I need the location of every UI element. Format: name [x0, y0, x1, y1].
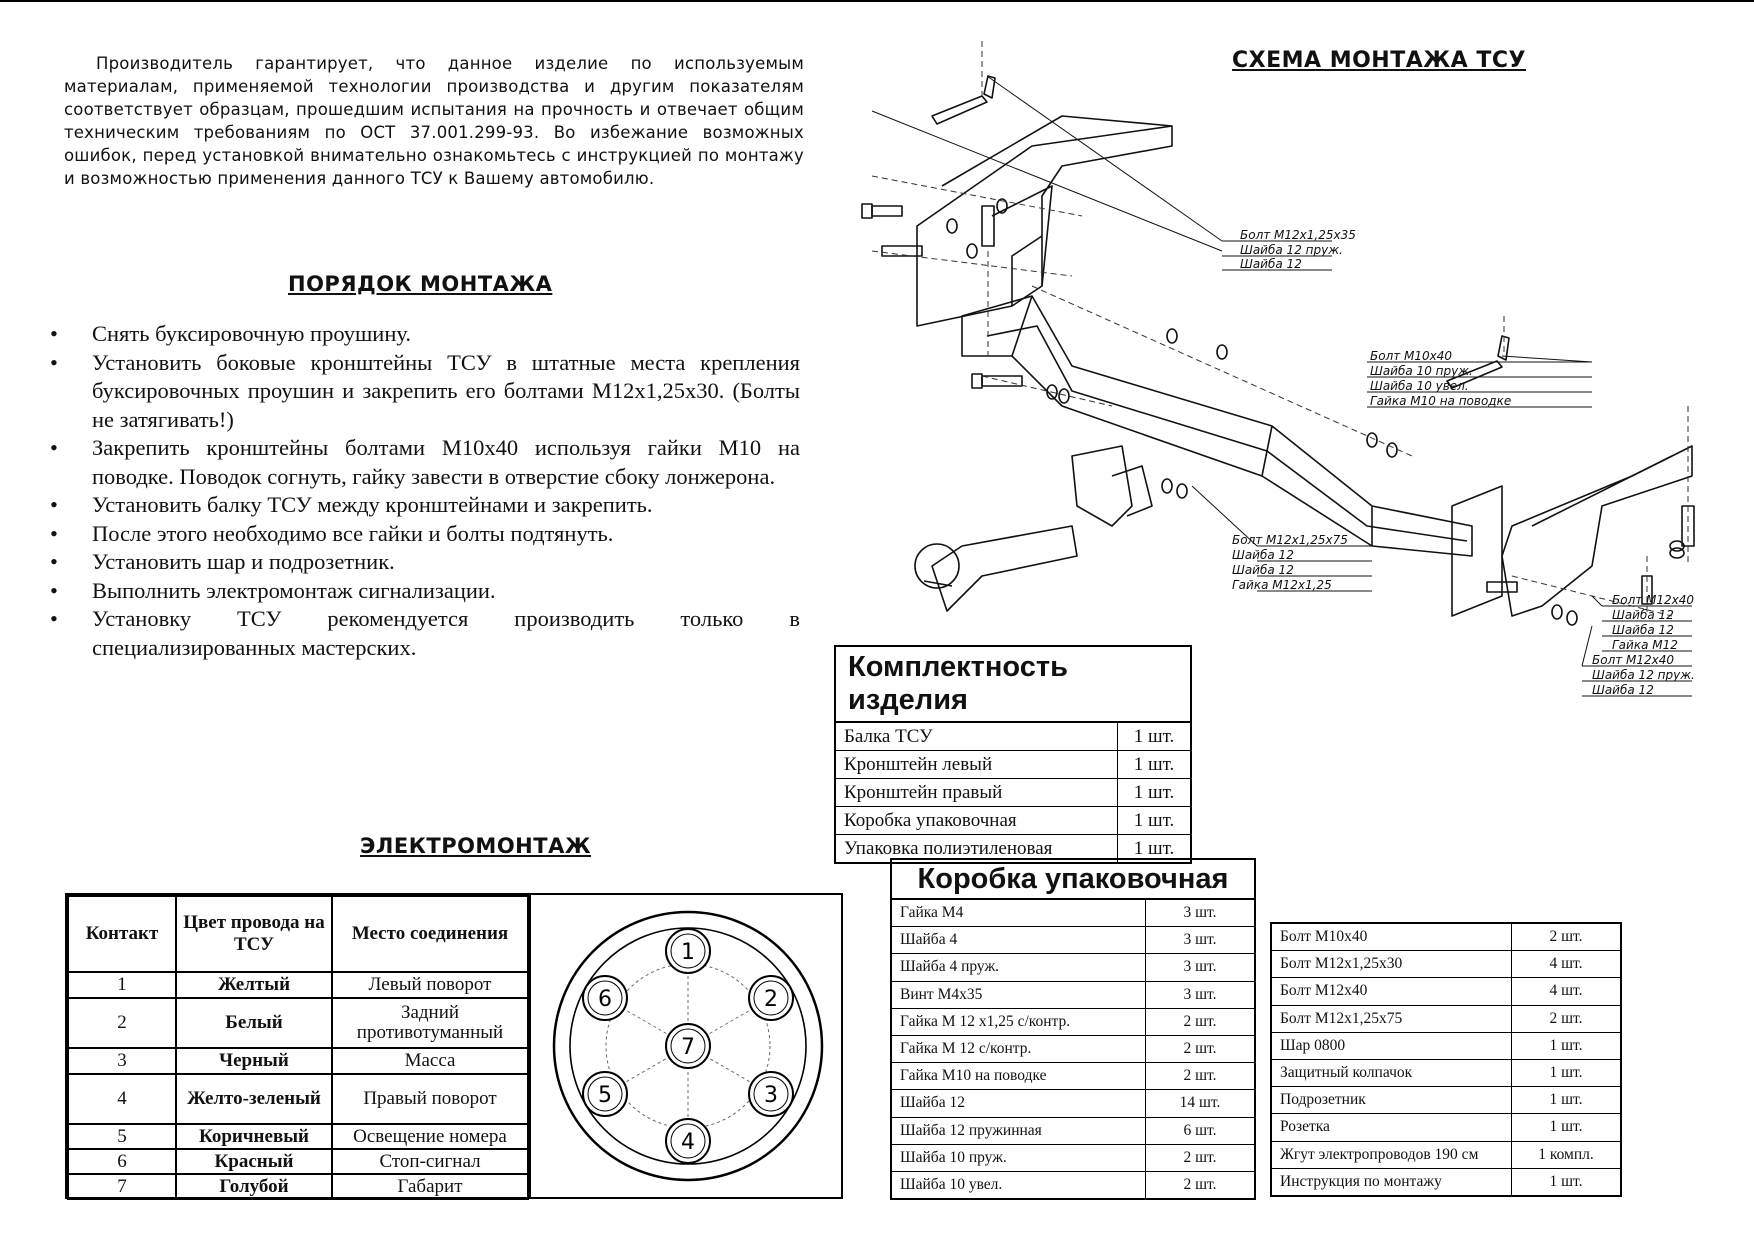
header-contact: Контакт: [68, 896, 176, 972]
table-row: Упаковка полиэтиленовая 1 шт.: [835, 835, 1191, 864]
bullet-icon: •: [50, 577, 58, 603]
step-item: • Установить балку ТСУ между кронштейнами и закрепить.: [50, 491, 800, 520]
callout-right-bracket: [1370, 349, 1511, 408]
step-item: • Выполнить электромонтаж сигнализации.: [50, 577, 800, 606]
table-row: Шайба 10 увел. 2 шт.: [891, 1171, 1255, 1199]
table-row: Гайка М10 на поводке 2 шт.: [891, 1063, 1255, 1090]
table-row: Кронштейн правый 1 шт.: [835, 779, 1191, 807]
table-row: Розетка 1 шт.: [1271, 1114, 1621, 1141]
table-row: Коробка упаковочная 1 шт.: [835, 807, 1191, 835]
svg-text:Шайба 12 пруж.: Шайба 12 пруж.: [1240, 243, 1343, 257]
warranty-paragraph: Производитель гарантирует, что данное изделие по используемым материалам, применяемой технологии производства и другим показателям соответствует образцам, прошедшим испытания на прочность и отвечает общим техническим требованиям по ОСТ 37.001.299-93. Во избежание возможных ошибок, перед установкой внимательно ознакомьтесь с инструкцией по монтажу и возможностью применения данного ТСУ к Вашему автомобилю.: [64, 54, 804, 188]
wiring-table: [67, 895, 529, 1200]
pin-3: 3: [764, 1083, 778, 1108]
svg-text:Шайба 12: Шайба 12: [1232, 563, 1294, 577]
pin-5: 5: [598, 1083, 612, 1108]
table-row: Шайба 12 14 шт.: [891, 1090, 1255, 1117]
installation-steps: [50, 320, 800, 662]
bullet-icon: •: [50, 549, 58, 574]
svg-text:Шайба 12 пруж.: Шайба 12 пруж.: [1592, 668, 1695, 682]
callout-top-bracket: [1240, 228, 1356, 271]
table-row: Шайба 10 пруж. 2 шт.: [891, 1144, 1255, 1171]
bullet-icon: •: [50, 492, 58, 517]
packing-box-title: Коробка упаковочная: [891, 859, 1255, 899]
bullet-icon: •: [50, 520, 58, 546]
svg-text:Шайба 12: Шайба 12: [1592, 683, 1654, 697]
bullet-icon: •: [50, 349, 58, 375]
svg-text:Болт М12х1,25х75: Болт М12х1,25х75: [1232, 533, 1348, 547]
table-row: Винт М4х35 3 шт.: [891, 981, 1255, 1008]
table-row: 5 Коричневый Освещение номера: [68, 1124, 528, 1149]
table-row: Инструкция по монтажу 1 шт.: [1271, 1168, 1621, 1196]
table-row: Балка ТСУ 1 шт.: [835, 722, 1191, 751]
table-row: Болт М10х40 2 шт.: [1271, 923, 1621, 951]
step-item: • После этого необходимо все гайки и болты подтянуть.: [50, 520, 800, 549]
svg-text:Шайба 10 пруж.: Шайба 10 пруж.: [1370, 364, 1473, 378]
table-row: 1 Желтый Левый поворот: [68, 972, 528, 998]
table-row: Гайка М4 3 шт.: [891, 899, 1255, 927]
table-row: Болт М12х1,25х75 2 шт.: [1271, 1005, 1621, 1032]
table-row: 7 Голубой Габарит: [68, 1174, 528, 1199]
table-row: Кронштейн левый 1 шт.: [835, 751, 1191, 779]
pin-1: 1: [681, 940, 695, 965]
svg-text:Болт М12х1,25х35: Болт М12х1,25х35: [1240, 228, 1356, 242]
table-row: 3 Черный Масса: [68, 1048, 528, 1074]
svg-text:Шайба 12: Шайба 12: [1232, 548, 1294, 562]
table-row: Шайба 12 пружинная 6 шт.: [891, 1117, 1255, 1144]
table-row: Шар 0800 1 шт.: [1271, 1032, 1621, 1059]
svg-text:Болт М12х40: Болт М12х40: [1612, 593, 1695, 607]
pin-4: 4: [681, 1130, 695, 1155]
table-row: Гайка М 12 х1,25 с/контр. 2 шт.: [891, 1008, 1255, 1035]
kit-table: [834, 645, 1192, 864]
svg-text:Шайба 10 увел.: Шайба 10 увел.: [1370, 379, 1469, 393]
svg-text:Шайба 12: Шайба 12: [1612, 623, 1674, 637]
svg-text:Гайка М10 на поводке: Гайка М10 на поводке: [1370, 394, 1512, 408]
table-row: 2 Белый Задний противотуманный: [68, 998, 528, 1048]
electrical-section: [65, 893, 843, 1199]
table-row: Болт М12х40 4 шт.: [1271, 978, 1621, 1005]
top-border: [0, 0, 1754, 2]
pin-6: 6: [598, 987, 612, 1012]
svg-text:Шайба 12: Шайба 12: [1612, 608, 1674, 622]
header-connection-place: Место соединения: [332, 896, 528, 972]
packing-box-table: [890, 858, 1256, 1200]
step-item: • Установить боковые кронштейны ТСУ в штатные места крепления буксировочных проушин и закрепить его болтами М12х1,25х30. (Болты не затягивать!): [50, 349, 800, 432]
table-row: Подрозетник 1 шт.: [1271, 1087, 1621, 1114]
svg-text:Шайба 12: Шайба 12: [1240, 257, 1302, 271]
table-row: Защитный колпачок 1 шт.: [1271, 1059, 1621, 1086]
pin-2: 2: [764, 987, 778, 1012]
table-row: 6 Красный Стоп-сигнал: [68, 1149, 528, 1174]
svg-text:Болт М12х40: Болт М12х40: [1592, 653, 1675, 667]
svg-text:Гайка М12х1,25: Гайка М12х1,25: [1232, 578, 1332, 592]
socket-diagram: [531, 895, 844, 1197]
table-row: Шайба 4 3 шт.: [891, 927, 1255, 954]
table-row: Шайба 4 пруж. 3 шт.: [891, 954, 1255, 981]
table-row: 4 Желто-зеленый Правый поворот: [68, 1074, 528, 1124]
pin-7: 7: [681, 1035, 695, 1060]
bullet-icon: •: [50, 435, 58, 460]
step-item: • Закрепить кронштейны болтами М10х40 используя гайки М10 на поводке. Поводок согнуть, гайку завести в отверстие сбоку лонжерона.: [50, 435, 800, 489]
bullet-icon: •: [50, 321, 58, 346]
callout-right-lower: [1612, 593, 1694, 652]
table-row: Гайка М 12 с/контр. 2 шт.: [891, 1035, 1255, 1062]
packing-box-table-2: [1270, 922, 1622, 1197]
callout-beam-joint: [1232, 533, 1348, 592]
svg-text:Болт М10х40: Болт М10х40: [1370, 349, 1453, 363]
step-item: • Установить шар и подрозетник.: [50, 548, 800, 577]
scheme-heading: СХЕМА МОНТАЖА ТСУ: [1232, 48, 1526, 73]
step-item: • Снять буксировочную проушину.: [50, 320, 800, 349]
socket-pinout: [529, 895, 844, 1197]
kit-title: Комплектность изделия: [835, 646, 1191, 722]
table-row: Болт М12х1,25х30 4 шт.: [1271, 951, 1621, 978]
table-row: Жгут электропроводов 190 см 1 компл.: [1271, 1141, 1621, 1168]
header-wire-color: Цвет провода на ТСУ: [176, 896, 332, 972]
bullet-icon: •: [50, 606, 58, 631]
callout-right-bottom: [1592, 653, 1695, 697]
step-item: • Установку ТСУ рекомендуется производить только в специализированных мастерских.: [50, 606, 800, 660]
installation-order-heading: ПОРЯДОК МОНТАЖА: [288, 272, 553, 296]
svg-text:Гайка М12: Гайка М12: [1612, 638, 1678, 652]
electrical-heading: ЭЛЕКТРОМОНТАЖ: [360, 834, 592, 858]
